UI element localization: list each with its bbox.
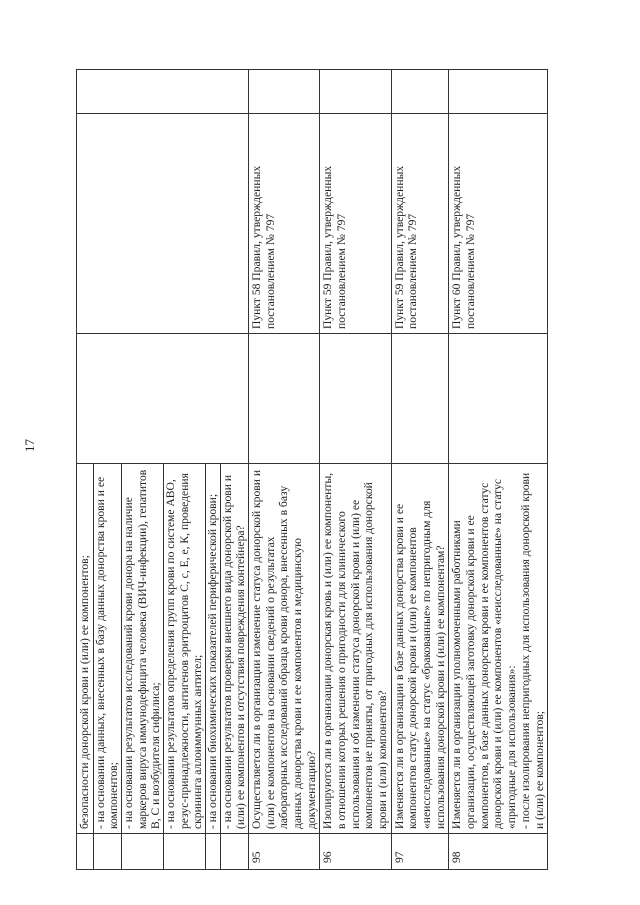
answer-cell — [449, 334, 548, 464]
row-number: 97 — [391, 834, 449, 870]
table-row — [449, 70, 548, 870]
answer-cell — [249, 334, 320, 464]
checklist-table — [76, 69, 548, 870]
note-cell — [249, 70, 320, 114]
reference-text: Пункт 60 Правил, утвержденных постановлением № 797 — [449, 114, 548, 334]
question-subline: - после изолирования непригодных для использования донорской крови и (или) ее компонентов; — [518, 472, 546, 829]
reference-text: Пункт 59 Правил, утвержденных постановлением № 797 — [320, 114, 391, 334]
reference-cell — [77, 114, 249, 334]
rotated-table-wrapper — [76, 70, 550, 870]
row-number: 95 — [249, 834, 320, 870]
reference-text: Пункт 59 Правил, утвержденных постановлением № 797 — [391, 114, 449, 334]
row-number: 96 — [320, 834, 391, 870]
table-row-continuation — [77, 70, 94, 870]
question-text: Осуществляется ли в организации изменение статуса донорской крови и (или) ее компонентов на основании сведений о результатах лабораторных исследований образца крови донора, внесенных в базу данных донорства крови и ее компонентов и медицинскую документацию? — [249, 464, 320, 834]
question-cell — [449, 464, 548, 834]
table-row — [249, 70, 320, 870]
note-cell — [320, 70, 391, 114]
question-cell — [77, 464, 94, 834]
subitem-cell: - на основании биохимических показателей периферической крови; — [206, 464, 221, 834]
answer-cell — [77, 334, 249, 464]
row-number-cell — [93, 834, 121, 870]
table-row — [391, 70, 449, 870]
row-number-cell — [164, 834, 206, 870]
continuation-line: безопасности донорской крови и (или) ее компонентов; — [78, 555, 91, 829]
question-text: Изменяется ли в организации в базе данных донорства крови и ее компонентов статус донорской крови и (или) ее компонентов «неисследованные» на статус «бракованные» по непригодным для использования донорской крови и (или) ее компонентам? — [391, 464, 449, 834]
table-row — [320, 70, 391, 870]
note-cell — [449, 70, 548, 114]
row-number-cell — [122, 834, 164, 870]
subitem-cell: - на основании данных, внесенных в базу данных донорства крови и ее компонентов; — [93, 464, 121, 834]
reference-text: Пункт 58 Правил, утвержденных постановлением № 797 — [249, 114, 320, 334]
row-number-cell — [220, 834, 248, 870]
note-cell — [77, 70, 249, 114]
page-number: 17 — [22, 439, 37, 452]
subitem-cell: - на основании результатов проверки внешнего вида донорской крови и (или) ее компонентов и отсутствия повреждения контейнера? — [220, 464, 248, 834]
row-number-cell — [206, 834, 221, 870]
answer-cell — [391, 334, 449, 464]
row-number: 98 — [449, 834, 548, 870]
subitem-cell: - на основании результатов исследований крови донора на наличие маркеров вируса иммунодефицита человека (ВИЧ-инфекции), гепатитов В, С и возбудителя сифилиса; — [122, 464, 164, 834]
note-cell — [391, 70, 449, 114]
question-text: Изолируются ли в организации донорская кровь и (или) ее компоненты, в отношении которых решения о пригодности для клинического использования и об изменении статуса донорской крови и (или) ее компонентов не приняты, от пригодных для использования донорской крови и (или) компонентов? — [320, 464, 391, 834]
question-text: Изменяется ли в организации уполномоченными работниками организации, осуществляющей заготовку донорской крови и ее компонентов, в базе данных донорства крови и ее компонентов статус донорской крови и (или) ее компонентов «неисследованные» на статус «пригодные для использования»: — [450, 478, 519, 829]
subitem-cell: - на основании результатов определения групп крови по системе АВО, резус-принадлежности, антигенов эритроцитов С, с, Е, е, К, проведения скрининга аллоиммунных антител; — [164, 464, 206, 834]
row-number-cell — [77, 834, 94, 870]
answer-cell — [320, 334, 391, 464]
